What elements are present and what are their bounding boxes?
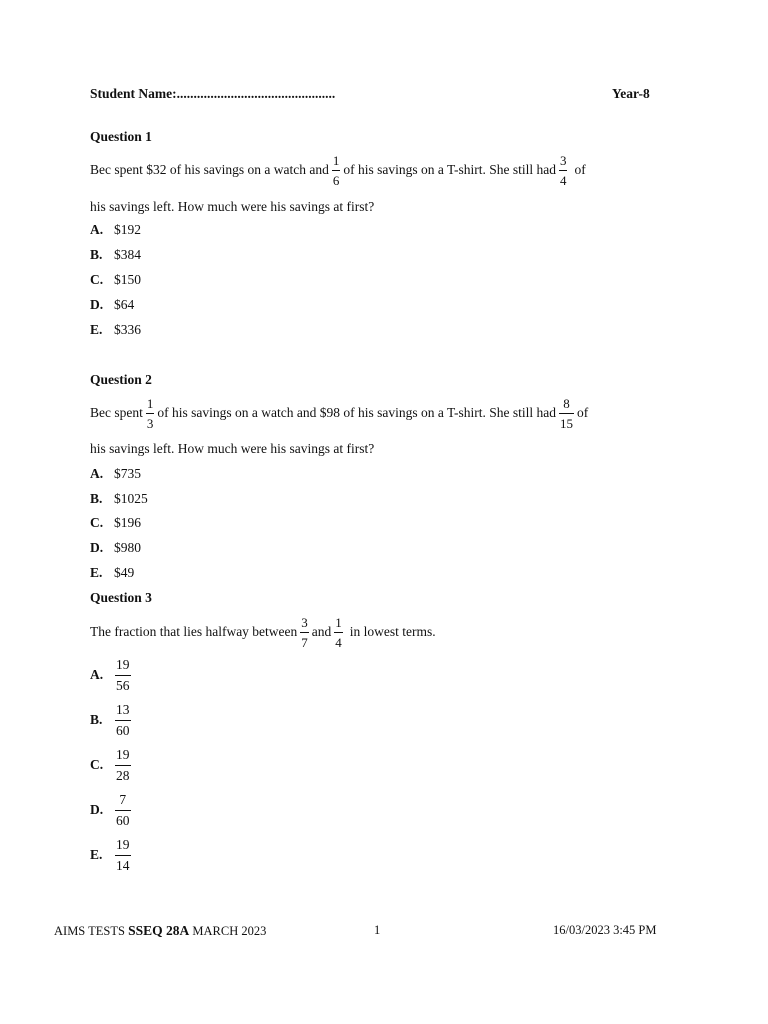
fraction-numerator: 1 xyxy=(146,395,154,411)
option-fraction xyxy=(115,658,131,692)
option-value: $336 xyxy=(114,322,141,337)
question-3-title: Question 3 xyxy=(90,590,152,605)
question-2-text-line2: his savings left. How much were his savings at first? xyxy=(90,441,375,456)
question-2-option-c[interactable] xyxy=(90,515,141,531)
option-label: E. xyxy=(90,847,103,862)
fraction-numerator: 7 xyxy=(119,792,127,807)
question-1-fraction-1 xyxy=(332,154,341,187)
question-3-fraction-1 xyxy=(300,616,309,649)
option-fraction xyxy=(115,838,131,872)
option-label: B. xyxy=(90,247,103,262)
option-label: C. xyxy=(90,515,104,530)
option-fraction xyxy=(115,793,131,827)
option-fraction xyxy=(115,703,131,737)
option-value: $384 xyxy=(114,247,141,262)
question-1-option-a[interactable] xyxy=(90,222,141,238)
question-1-text-b: of his savings on a T-shirt. She still had xyxy=(343,162,556,177)
question-1-text-line2: his savings left. How much were his savings at first? xyxy=(90,199,375,214)
fraction-denominator: 60 xyxy=(115,810,131,828)
question-1-title: Question 1 xyxy=(90,129,152,144)
question-3-text-a: The fraction that lies halfway between xyxy=(90,624,298,639)
question-2-option-d[interactable] xyxy=(90,540,141,556)
option-value: $150 xyxy=(114,272,141,287)
fraction-denominator: 28 xyxy=(115,765,131,783)
footer-page-number: 1 xyxy=(374,923,381,937)
question-3-text-c: in lowest terms. xyxy=(349,624,436,639)
question-2-option-e[interactable] xyxy=(90,565,134,581)
fraction-numerator: 1 xyxy=(335,614,342,630)
option-label: D. xyxy=(90,297,104,312)
question-1-option-c[interactable] xyxy=(90,272,141,288)
footer-left xyxy=(54,923,266,939)
fraction-denominator: 3 xyxy=(146,413,155,430)
fraction-denominator: 14 xyxy=(115,855,131,873)
option-value: $735 xyxy=(114,466,141,481)
question-2-text-c: of xyxy=(576,405,589,420)
question-3-option-b[interactable] xyxy=(90,703,134,737)
question-1-text-c: of xyxy=(574,162,586,177)
question-1-text-line1 xyxy=(90,146,586,194)
option-label: D. xyxy=(90,540,104,555)
fraction-numerator: 19 xyxy=(116,747,130,762)
question-2-fraction-1 xyxy=(146,397,155,430)
option-label: A. xyxy=(90,667,104,682)
fraction-denominator: 15 xyxy=(559,413,574,430)
student-name-dots: ............................................... xyxy=(176,86,336,101)
question-1-option-e[interactable] xyxy=(90,322,141,338)
option-value: $980 xyxy=(114,540,141,555)
student-name-line xyxy=(90,86,335,102)
option-fraction xyxy=(115,748,131,782)
question-3-fraction-2 xyxy=(334,616,343,649)
question-1-fraction-2 xyxy=(559,154,568,187)
footer-prefix: AIMS TESTS xyxy=(54,924,125,938)
option-label: A. xyxy=(90,222,104,237)
option-value: $196 xyxy=(114,515,141,530)
footer-month: MARCH 2023 xyxy=(192,924,267,938)
footer-code: SSEQ 28A xyxy=(128,923,190,938)
fraction-numerator: 1 xyxy=(332,152,340,168)
question-2-fraction-2 xyxy=(559,397,574,430)
footer-datetime: 16/03/2023 3:45 PM xyxy=(553,923,657,937)
option-label: B. xyxy=(90,712,103,727)
question-2-option-a[interactable] xyxy=(90,466,141,482)
option-value: $49 xyxy=(114,565,135,580)
year-label: Year-8 xyxy=(612,86,650,101)
option-label: C. xyxy=(90,272,104,287)
question-3-option-c[interactable] xyxy=(90,748,134,782)
fraction-numerator: 19 xyxy=(116,837,130,852)
question-1-option-b[interactable] xyxy=(90,247,141,263)
question-1-text-a: Bec spent $32 of his savings on a watch and xyxy=(90,162,329,177)
fraction-denominator: 4 xyxy=(334,632,343,649)
question-1-option-d[interactable] xyxy=(90,297,134,313)
fraction-numerator: 8 xyxy=(563,395,570,411)
question-3-text-b: and xyxy=(311,624,332,639)
option-label: B. xyxy=(90,491,103,506)
option-label: E. xyxy=(90,565,103,580)
fraction-numerator: 3 xyxy=(301,614,308,630)
fraction-numerator: 3 xyxy=(559,152,567,168)
option-label: D. xyxy=(90,802,104,817)
option-label: E. xyxy=(90,322,103,337)
fraction-denominator: 6 xyxy=(332,170,341,187)
option-value: $1025 xyxy=(114,491,148,506)
student-name-label: Student Name: xyxy=(90,86,177,101)
fraction-numerator: 19 xyxy=(116,657,130,672)
fraction-numerator: 13 xyxy=(116,702,130,717)
question-2-text-line1 xyxy=(90,389,588,437)
question-3-option-e[interactable] xyxy=(90,838,134,872)
fraction-denominator: 7 xyxy=(300,632,309,649)
fraction-denominator: 4 xyxy=(559,170,568,187)
option-value: $64 xyxy=(114,297,135,312)
question-2-text-a: Bec spent xyxy=(90,405,143,420)
question-3-option-a[interactable] xyxy=(90,658,134,692)
option-label: C. xyxy=(90,757,104,772)
question-2-title: Question 2 xyxy=(90,372,152,387)
question-2-text-b: of his savings on a watch and $98 of his savings on a T-shirt. She still had xyxy=(157,405,556,420)
option-label: A. xyxy=(90,466,104,481)
option-value: $192 xyxy=(114,222,141,237)
question-2-option-b[interactable] xyxy=(90,491,148,507)
fraction-denominator: 56 xyxy=(115,675,131,693)
question-3-text-line1 xyxy=(90,608,436,656)
fraction-denominator: 60 xyxy=(115,720,131,738)
question-3-option-d[interactable] xyxy=(90,793,134,827)
